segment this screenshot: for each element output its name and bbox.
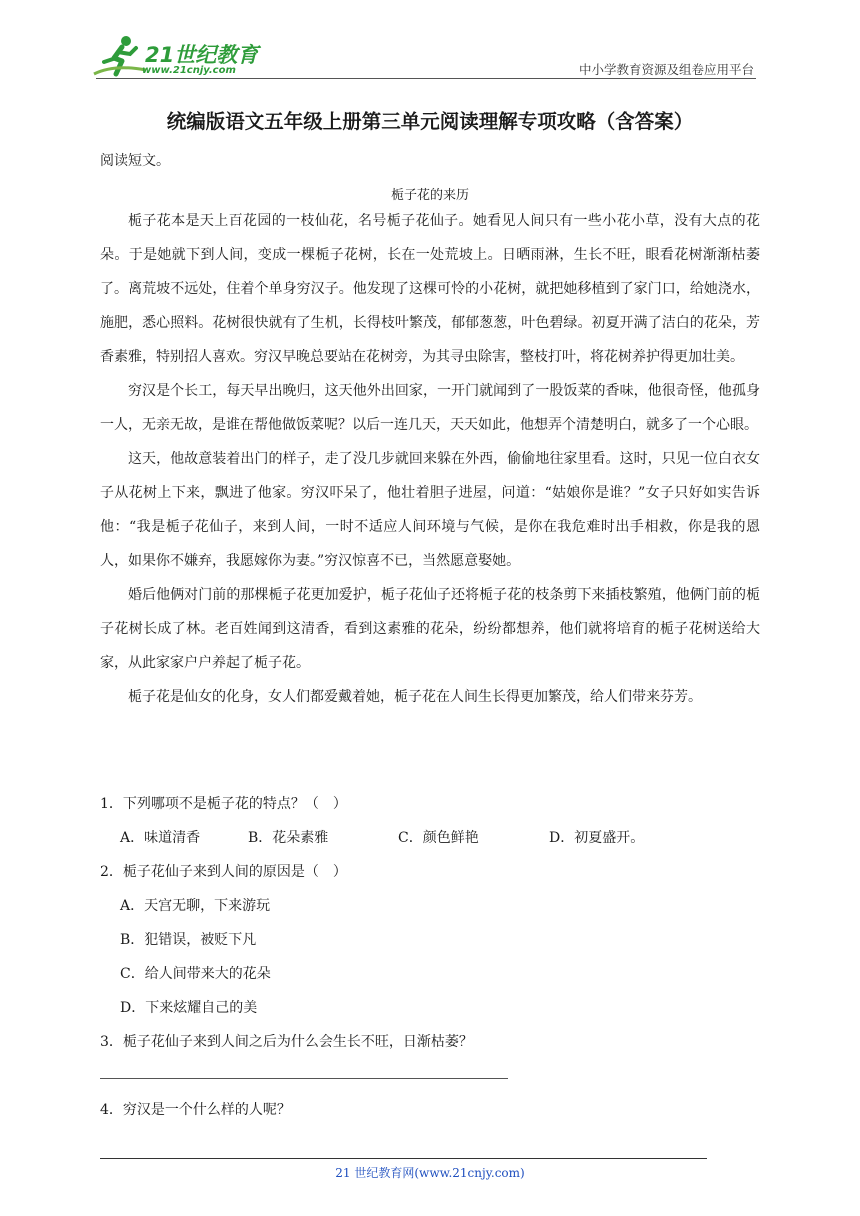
question-1-option-a[interactable]: A．味道清香 [120, 830, 201, 846]
site-logo [92, 34, 262, 82]
document-title: 统编版语文五年级上册第三单元阅读理解专项攻略（含答案） [166, 110, 694, 133]
passage-body [100, 204, 760, 714]
header-divider [96, 78, 756, 79]
footer-divider [100, 1158, 707, 1159]
question-2-stem: 2．栀子花仙子来到人间的原因是（ ） [100, 864, 347, 880]
question-1-stem: 1．下列哪项不是栀子花的特点？（ ） [100, 796, 347, 812]
question-2-option-c[interactable]: C．给人间带来大的花朵 [120, 966, 271, 982]
logo-url-text: www.21cnjy.com [142, 65, 236, 76]
passage-paragraph: 栀子花本是天上百花园的一枝仙花，名号栀子花仙子。她看见人间只有一些小花小草，没有大点的花朵。于是她就下到人间，变成一棵栀子花树，长在一处荒坡上。日晒雨淋，生长不旺，眼看花树渐渐枯萎了。离荒坡不远处，住着个单身穷汉子。他发现了这棵可怜的小花树，就把她移植到了家门口，给她浇水，施肥，悉心照料。花树很快就有了生机，长得枝叶繁茂，郁郁葱葱，叶色碧绿。初夏开满了洁白的花朵，芳香素雅，特别招人喜欢。穷汉早晚总要站在花树旁，为其寻虫除害，整枝打叶，将花树养护得更加壮美。 [100, 213, 760, 365]
question-1-option-c[interactable]: C．颜色鲜艳 [398, 830, 479, 846]
runner-icon [92, 34, 148, 82]
question-2-option-a[interactable]: A．天宫无聊，下来游玩 [120, 898, 271, 914]
passage-title: 栀子花的来历 [390, 188, 469, 203]
logo-brand-text: 21世纪教育 [145, 43, 259, 67]
passage-paragraph: 婚后他俩对门前的那棵栀子花更加爱护，栀子花仙子还将栀子花的枝条剪下来插枝繁殖，他俩门前的栀子花树长成了林。老百姓闻到这清香，看到这素雅的花朵，纷纷都想养，他们就将培育的栀子花树送给大家，从此家家户户养起了栀子花。 [100, 587, 760, 671]
answer-line[interactable] [100, 1078, 508, 1079]
question-2-option-d[interactable]: D．下来炫耀自己的美 [120, 1000, 258, 1016]
question-4-stem: 4．穷汉是一个什么样的人呢？ [100, 1102, 291, 1118]
question-1-option-d[interactable]: D．初夏盛开。 [549, 830, 645, 846]
footer-text[interactable]: 21 世纪教育网(www.21cnjy.com) [335, 1166, 525, 1180]
header-platform-text: 中小学教育资源及组卷应用平台 [578, 62, 754, 77]
passage-paragraph: 栀子花是仙女的化身，女人们都爱戴着她，栀子花在人间生长得更加繁茂，给人们带来芬芳。 [128, 689, 702, 705]
question-2-option-b[interactable]: B．犯错误，被贬下凡 [120, 932, 257, 948]
question-1-option-b[interactable]: B．花朵素雅 [248, 830, 329, 846]
passage-paragraph: 穷汉是个长工，每天早出晚归，这天他外出回家，一开门就闻到了一股饭菜的香味，他很奇怪，他孤身一人，无亲无故，是谁在帮他做饭菜呢？以后一连几天，天天如此，他想弄个清楚明白，就多了一个心眼。 [100, 383, 760, 433]
question-3-stem: 3．栀子花仙子来到人间之后为什么会生长不旺，日渐枯萎？ [100, 1034, 473, 1050]
reading-instruction: 阅读短文。 [100, 153, 170, 169]
passage-paragraph: 这天，他故意装着出门的样子，走了没几步就回来躲在外西，偷偷地往家里看。这时，只见一位白衣女子从花树上下来，飘进了他家。穷汉吓呆了，他壮着胆子进屋，问道：“姑娘你是谁？”女子只好如实告诉他：“我是栀子花仙子，来到人间，一时不适应人间环境与气候，是你在我危难时出手相救，你是我的恩人，如果你不嫌弃，我愿嫁你为妻。”穷汉惊喜不已，当然愿意娶她。 [100, 451, 760, 569]
